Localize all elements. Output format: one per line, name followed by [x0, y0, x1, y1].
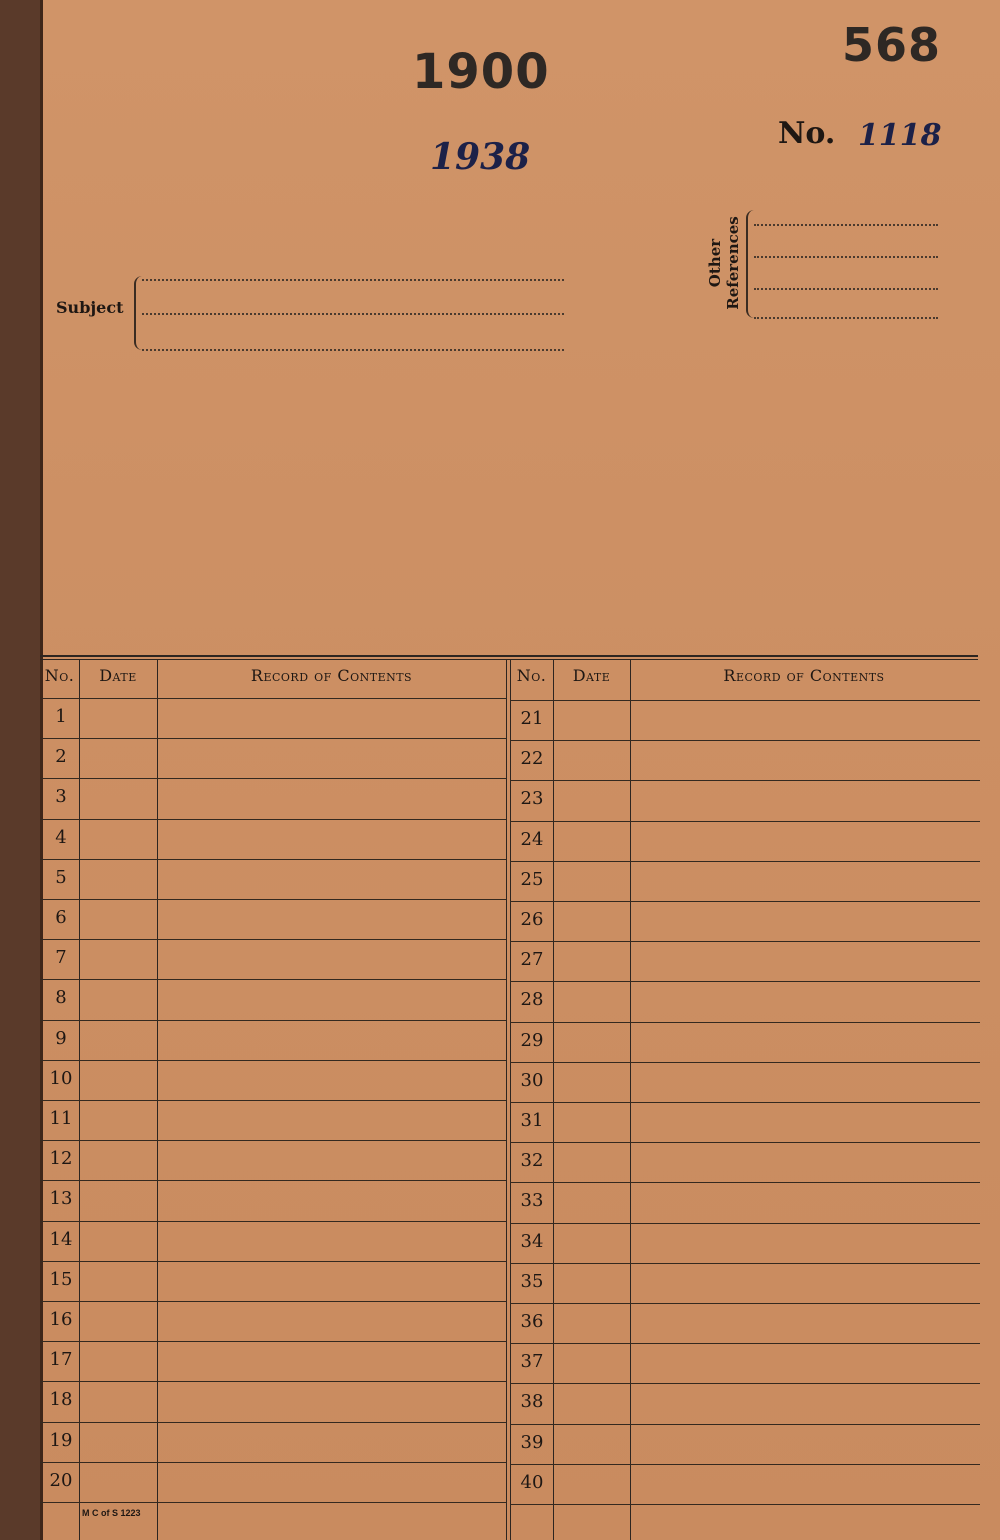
row-number-left: 6	[55, 907, 67, 928]
other-references-label-line2: References	[724, 216, 742, 310]
row-number-right: 35	[520, 1270, 544, 1292]
row-rule-right	[510, 700, 980, 701]
stamped-file-code: 568	[842, 18, 942, 72]
col-divider-right-no	[553, 659, 554, 1540]
subject-line-3[interactable]	[142, 349, 564, 351]
center-divider-a	[506, 659, 507, 1540]
row-number-right: 21	[520, 708, 544, 729]
header-date-right: Date	[572, 666, 611, 685]
row-number-right: 31	[520, 1110, 544, 1131]
row-number-right: 32	[520, 1150, 544, 1172]
handwritten-number: 1118	[858, 118, 942, 153]
row-number-left: 12	[49, 1148, 73, 1170]
row-rule-left	[40, 1060, 506, 1061]
row-rule-right	[510, 1263, 980, 1264]
row-number-left: 15	[49, 1268, 73, 1290]
row-rule-right	[510, 981, 980, 982]
row-rule-left	[40, 1221, 506, 1222]
row-rule-right	[510, 941, 980, 942]
row-rule-right	[510, 861, 980, 862]
row-rule-left	[40, 1020, 506, 1021]
row-rule-left	[40, 979, 506, 980]
row-rule-right	[510, 1142, 980, 1143]
row-rule-right	[510, 1062, 980, 1063]
row-number-left: 3	[55, 786, 67, 808]
references-brace	[746, 210, 756, 318]
row-rule-left	[40, 859, 506, 860]
row-rule-right	[510, 1102, 980, 1103]
row-rule-right	[510, 780, 980, 781]
row-number-left: 16	[49, 1309, 73, 1330]
row-number-right: 22	[520, 748, 544, 770]
row-rule-right	[510, 740, 980, 741]
row-rule-right	[510, 1223, 980, 1224]
row-number-left: 11	[49, 1108, 73, 1129]
row-number-right: 30	[520, 1069, 544, 1091]
number-label: No.	[778, 116, 836, 151]
row-rule-left	[40, 939, 506, 940]
row-rule-left	[40, 1462, 506, 1463]
spine-edge	[40, 0, 43, 1540]
row-rule-right	[510, 1343, 980, 1344]
other-references-label	[706, 208, 742, 318]
row-number-right: 33	[520, 1190, 544, 1212]
row-number-left: 18	[49, 1389, 73, 1411]
row-rule-right	[510, 901, 980, 902]
row-rule-right	[510, 1022, 980, 1023]
header-no-left: No.	[44, 666, 75, 685]
reference-line-3[interactable]	[754, 288, 938, 290]
row-number-right: 23	[520, 788, 544, 810]
header-record-left: Record of Contents	[250, 666, 413, 685]
row-rule-right	[510, 1182, 980, 1183]
subject-label: Subject	[56, 298, 124, 317]
stamped-year: 1900	[412, 44, 550, 100]
header-record-right: Record of Contents	[723, 666, 885, 685]
row-number-right: 25	[520, 868, 544, 890]
reference-line-2[interactable]	[754, 256, 938, 258]
row-number-right: 34	[520, 1230, 544, 1252]
row-rule-left	[40, 1422, 506, 1423]
row-rule-left	[40, 1341, 506, 1342]
row-number-right: 29	[520, 1029, 544, 1051]
table-top-rule	[40, 655, 978, 657]
row-rule-left	[40, 738, 506, 739]
row-number-left: 7	[55, 947, 67, 969]
row-number-left: 19	[49, 1429, 73, 1451]
center-divider-b	[510, 659, 511, 1540]
row-number-left: 10	[49, 1067, 73, 1089]
row-number-left: 9	[55, 1027, 67, 1049]
row-number-right: 40	[520, 1471, 544, 1493]
row-rule-left	[40, 899, 506, 900]
row-number-right: 26	[520, 909, 544, 930]
row-number-right: 24	[520, 828, 544, 850]
row-rule-left	[40, 1180, 506, 1181]
binding-spine	[0, 0, 40, 1540]
subject-line-2[interactable]	[142, 313, 564, 315]
row-rule-right	[510, 1424, 980, 1425]
row-number-left: 13	[49, 1188, 73, 1210]
row-number-right: 36	[520, 1311, 544, 1332]
row-rule-right	[510, 1303, 980, 1304]
row-rule-left	[40, 778, 506, 779]
row-number-left: 20	[49, 1469, 73, 1491]
row-number-left: 17	[49, 1349, 73, 1371]
row-number-right: 37	[520, 1351, 544, 1373]
row-number-left: 1	[55, 706, 67, 727]
row-number-right: 28	[520, 989, 544, 1011]
row-number-left: 8	[55, 987, 67, 1009]
other-references-label-line1: Other	[706, 238, 724, 288]
row-rule-left	[40, 1100, 506, 1101]
row-rule-right	[510, 821, 980, 822]
handwritten-year: 1938	[430, 136, 531, 178]
row-rule-left	[40, 1301, 506, 1302]
row-number-right: 27	[520, 949, 544, 971]
row-number-right: 38	[520, 1391, 544, 1413]
header-date-left: Date	[99, 666, 137, 685]
header-no-right: No.	[516, 666, 547, 685]
row-rule-right	[510, 1383, 980, 1384]
row-rule-left	[40, 1381, 506, 1382]
row-rule-right	[510, 1464, 980, 1465]
row-rule-left	[40, 1140, 506, 1141]
reference-line-4[interactable]	[754, 317, 938, 319]
row-rule-left	[40, 698, 506, 699]
row-number-right: 39	[520, 1431, 544, 1453]
row-number-left: 4	[55, 826, 67, 848]
subject-line-1[interactable]	[142, 279, 564, 281]
table-top-rule-inner	[40, 659, 978, 660]
row-rule-left	[40, 819, 506, 820]
row-rule-left	[40, 1261, 506, 1262]
col-divider-right-date	[630, 659, 631, 1540]
form-code: M C of S 1223	[82, 1508, 141, 1518]
row-rule-left	[40, 1502, 506, 1503]
row-rule-right	[510, 1504, 980, 1505]
row-number-left: 5	[55, 866, 67, 888]
row-number-left: 2	[55, 746, 67, 768]
reference-line-1[interactable]	[754, 224, 938, 226]
row-number-left: 14	[49, 1228, 73, 1250]
